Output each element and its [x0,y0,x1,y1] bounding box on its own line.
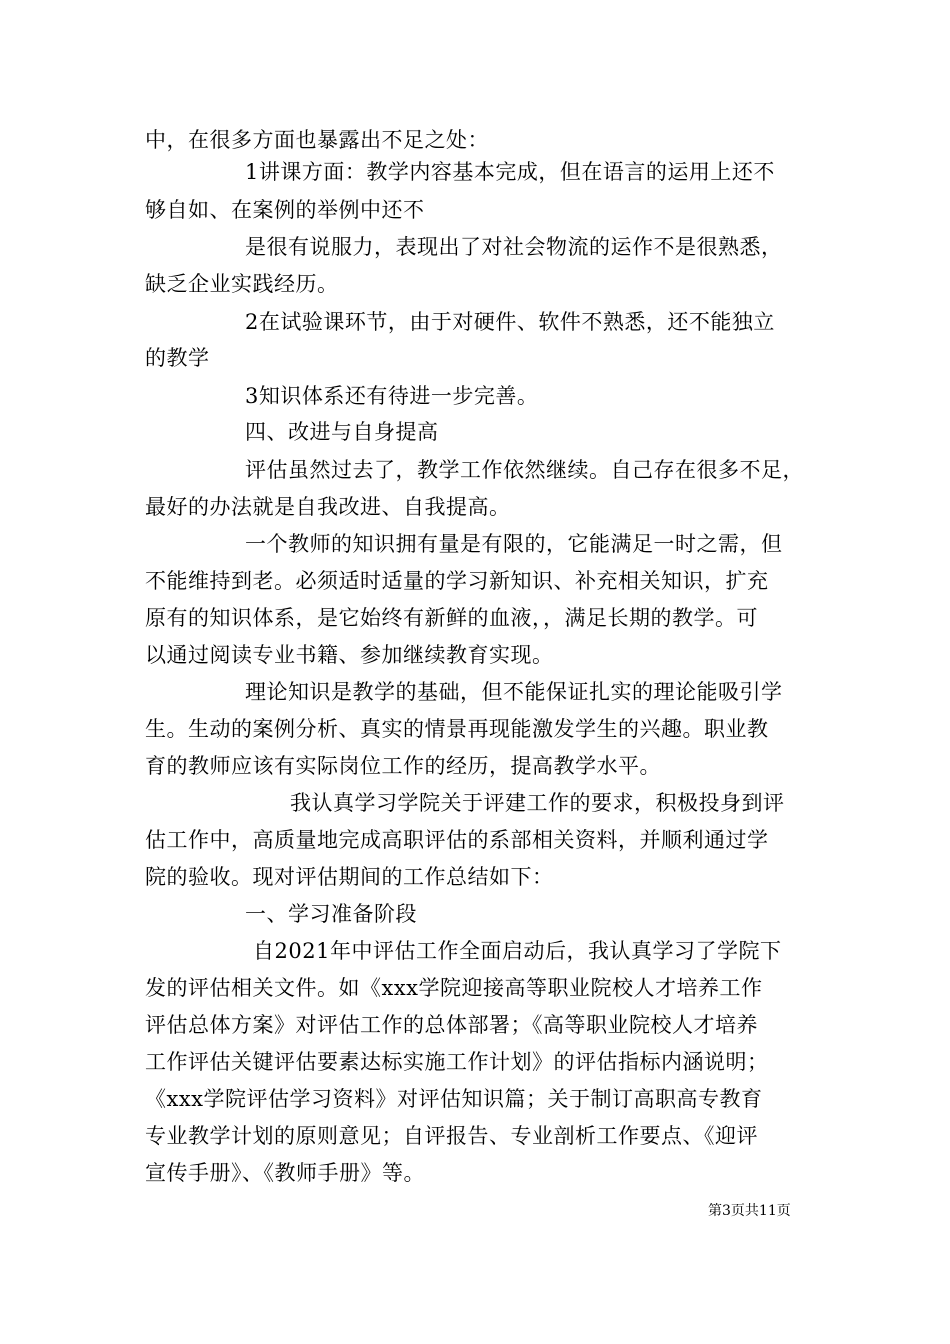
text-line: 够自如、在案例的举例中还不 [145,198,425,222]
text-line: 缺乏企业实践经历。 [145,272,339,296]
text-line: 育的教师应该有实际岗位工作的经历，提高教学水平。 [145,754,661,778]
text-line: 中，在很多方面也暴露出不足之处： [145,128,489,152]
text-line: 的教学 [145,346,210,370]
text-line: 院的验收。现对评估期间的工作总结如下： [145,865,554,889]
text-line: 专业教学计划的原则意见；自评报告、专业剖析工作要点、《迎评 [145,1124,758,1148]
text-line: 一个教师的知识拥有量是有限的，它能满足一时之需，但 [245,532,783,556]
text-line: 我认真学习学院关于评建工作的要求，积极投身到评 [290,791,785,815]
text-line: 生。生动的案例分析、真实的情景再现能激发学生的兴趣。职业教 [145,717,769,741]
text-line: 是很有说服力，表现出了对社会物流的运作不是很熟悉， [245,235,783,259]
section-heading: 四、改进与自身提高 [245,420,439,444]
text-line: 宣传手册》、《教师手册》等。 [145,1161,425,1185]
text-line: 1讲课方面：教学内容基本完成，但在语言的运用上还不 [245,160,775,184]
text-line: 工作评估关键评估要素达标实施工作计划》的评估指标内涵说明； [145,1050,769,1074]
text-line: 发的评估相关文件。如《xxx学院迎接高等职业院校人才培养工作 [145,976,763,1000]
text-line: 原有的知识体系，是它始终有新鲜的血液，，满足长期的教学。可 [145,606,758,630]
text-line: 《xxx学院评估学习资料》对评估知识篇；关于制订高职高专教育 [145,1087,763,1111]
text-line: 2在试验课环节，由于对硬件、软件不熟悉，还不能独立 [245,310,775,334]
text-line: 估工作中，高质量地完成高职评估的系部相关资料，并顺利通过学 [145,828,769,852]
section-heading: 一、学习准备阶段 [245,902,417,926]
text-line: 评估虽然过去了，教学工作依然继续。自己存在很多不足， [245,458,804,482]
text-line: 理论知识是教学的基础，但不能保证扎实的理论能吸引学 [245,680,783,704]
text-line: 自2021年中评估工作全面启动后，我认真学习了学院下 [253,939,782,963]
text-line: 3知识体系还有待进一步完善。 [245,384,539,408]
page-number: 第3页共11页 [708,1203,791,1219]
text-line: 不能维持到老。必须适时适量的学习新知识、补充相关知识，扩充 [145,569,769,593]
text-line: 最好的办法就是自我改进、自我提高。 [145,495,511,519]
text-line: 以通过阅读专业书籍、参加继续教育实现。 [145,643,554,667]
text-line: 评估总体方案》对评估工作的总体部署；《高等职业院校人才培养 [145,1013,758,1037]
